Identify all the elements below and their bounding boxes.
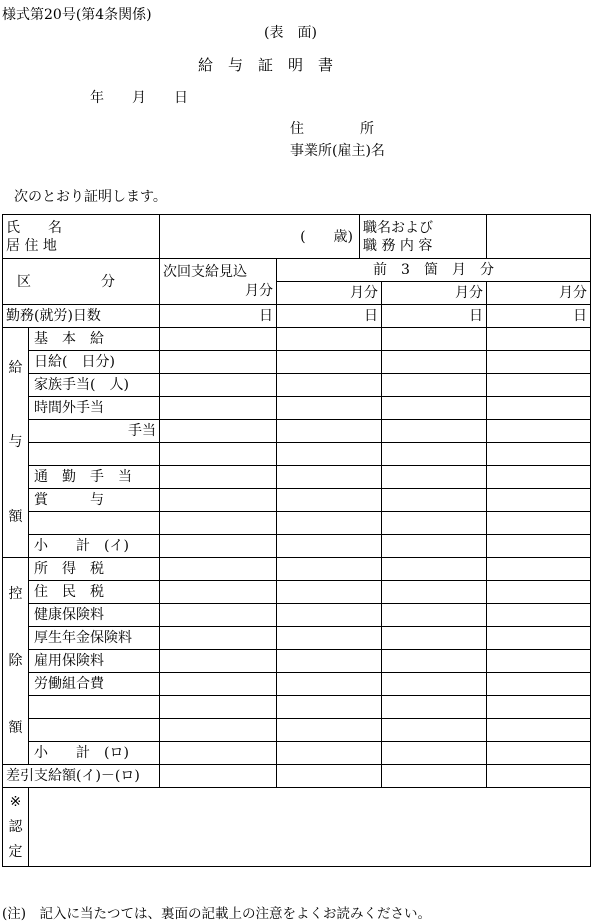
deduction-item-label: 所 得 税 xyxy=(34,561,104,577)
deduction-amount-cell[interactable] xyxy=(487,696,591,719)
salary-row xyxy=(3,466,591,489)
salary-item-label-cell xyxy=(29,489,160,512)
salary-item-label-cell xyxy=(29,328,160,351)
salary-item-label-cell xyxy=(29,351,160,374)
salary-amount-cell[interactable] xyxy=(277,489,382,512)
salary-row xyxy=(3,420,591,443)
deduction-amount-cell[interactable] xyxy=(382,627,487,650)
salary-amount-cell[interactable] xyxy=(382,397,487,420)
salary-amount-cell[interactable] xyxy=(160,443,277,466)
salary-item-label: 日給( 日分) xyxy=(34,354,115,370)
salary-row xyxy=(3,512,591,535)
salary-amount-cell[interactable] xyxy=(160,351,277,374)
deduction-amount-cell[interactable] xyxy=(382,696,487,719)
month-header-2 xyxy=(382,282,487,305)
deduction-item-label-cell xyxy=(29,581,160,604)
deduction-amount-cell[interactable] xyxy=(160,696,277,719)
deduction-row xyxy=(3,696,591,719)
salary-amount-cell[interactable] xyxy=(487,489,591,512)
previous-three-months-header xyxy=(277,259,591,282)
deduction-item-label: 労働組合費 xyxy=(34,676,104,692)
deduction-amount-cell[interactable] xyxy=(277,696,382,719)
day-unit: 日 xyxy=(259,308,273,324)
form-number: 様式第20号(第4条関係) xyxy=(2,7,152,23)
deduction-row xyxy=(3,558,591,581)
deduction-item-label: 住 民 税 xyxy=(34,584,104,600)
month-unit: 月分 xyxy=(350,285,378,301)
salary-amount-cell[interactable] xyxy=(277,374,382,397)
salary-group-label-char: 額 xyxy=(8,509,23,526)
name-address-input[interactable] xyxy=(160,215,360,259)
salary-amount-cell[interactable] xyxy=(160,535,277,558)
working-days-next[interactable] xyxy=(160,305,277,328)
deduction-amount-cell[interactable] xyxy=(487,673,591,696)
salary-item-label-cell xyxy=(29,535,160,558)
deduction-item-label-cell xyxy=(29,627,160,650)
salary-amount-cell[interactable] xyxy=(487,535,591,558)
salary-amount-cell[interactable] xyxy=(382,328,487,351)
certification-statement: 次のとおり証明します。 xyxy=(14,189,167,205)
day-unit: 日 xyxy=(573,308,587,324)
working-days-label: 勤務(就労)日数 xyxy=(6,308,101,324)
remark-label-cell xyxy=(3,788,29,867)
deduction-item-label: 小 計 (ロ) xyxy=(34,745,129,761)
deduction-amount-cell[interactable] xyxy=(487,719,591,742)
salary-amount-cell[interactable] xyxy=(487,328,591,351)
deduction-item-label-cell xyxy=(29,650,160,673)
salary-amount-cell[interactable] xyxy=(277,328,382,351)
deduction-amount-cell[interactable] xyxy=(382,558,487,581)
salary-amount-cell[interactable] xyxy=(382,420,487,443)
salary-amount-cell[interactable] xyxy=(160,397,277,420)
salary-item-label-cell xyxy=(29,466,160,489)
deduction-amount-cell[interactable] xyxy=(487,627,591,650)
month-header-3 xyxy=(487,282,591,305)
next-payment-label: 次回支給見込 xyxy=(163,263,247,280)
salary-amount-cell[interactable] xyxy=(382,535,487,558)
deduction-amount-cell[interactable] xyxy=(487,558,591,581)
deduction-amount-cell[interactable] xyxy=(160,650,277,673)
deduction-amount-cell[interactable] xyxy=(160,581,277,604)
salary-row xyxy=(3,535,591,558)
name-label: 氏 名 xyxy=(6,219,62,236)
deduction-amount-cell[interactable] xyxy=(277,627,382,650)
net-pay-label: 差引支給額(イ)－(ロ) xyxy=(6,768,140,784)
salary-row xyxy=(3,351,591,374)
salary-amount-cell[interactable] xyxy=(160,420,277,443)
salary-group-label-char: 給 xyxy=(8,359,23,376)
working-days-month-3[interactable] xyxy=(487,305,591,328)
salary-row xyxy=(3,328,591,351)
salary-item-label-cell xyxy=(29,374,160,397)
deduction-row xyxy=(3,604,591,627)
deduction-row xyxy=(3,581,591,604)
net-pay-month-3[interactable] xyxy=(487,765,591,788)
position-label-line1: 職名および xyxy=(363,219,433,236)
salary-amount-cell[interactable] xyxy=(160,489,277,512)
deduction-amount-cell[interactable] xyxy=(487,650,591,673)
deduction-item-label: 健康保険料 xyxy=(34,607,104,623)
address-label: 居 住 地 xyxy=(6,237,57,254)
salary-row xyxy=(3,374,591,397)
deduction-group-label-char: 控 xyxy=(8,586,23,602)
deduction-item-label-cell xyxy=(29,558,160,581)
salary-amount-cell[interactable] xyxy=(382,443,487,466)
salary-row xyxy=(3,489,591,512)
salary-item-label-cell xyxy=(29,443,160,466)
salary-item-label: 小 計 (イ) xyxy=(34,538,129,554)
deduction-row xyxy=(3,742,591,765)
deduction-amount-cell[interactable] xyxy=(382,604,487,627)
month-unit: 月分 xyxy=(559,285,587,301)
net-pay-next[interactable] xyxy=(160,765,277,788)
deduction-amount-cell[interactable] xyxy=(160,673,277,696)
next-payment-header xyxy=(160,259,277,305)
employer-address-label: 住 所 xyxy=(290,121,374,137)
salary-amount-cell[interactable] xyxy=(487,351,591,374)
employer-name-label: 事業所(雇主)名 xyxy=(290,143,385,159)
deduction-amount-cell[interactable] xyxy=(277,581,382,604)
salary-amount-cell[interactable] xyxy=(277,351,382,374)
salary-amount-cell[interactable] xyxy=(277,535,382,558)
deduction-amount-cell[interactable] xyxy=(160,558,277,581)
deduction-group-label-char: 除 xyxy=(8,653,23,669)
deduction-item-label-cell xyxy=(29,742,160,765)
salary-amount-cell[interactable] xyxy=(277,420,382,443)
day-unit: 日 xyxy=(469,308,483,324)
salary-amount-cell[interactable] xyxy=(277,512,382,535)
salary-amount-cell[interactable] xyxy=(277,443,382,466)
deduction-amount-cell[interactable] xyxy=(277,673,382,696)
net-pay-month-1[interactable] xyxy=(277,765,382,788)
deduction-amount-cell[interactable] xyxy=(382,673,487,696)
salary-amount-cell[interactable] xyxy=(487,397,591,420)
deduction-amount-cell[interactable] xyxy=(487,581,591,604)
salary-amount-cell[interactable] xyxy=(382,351,487,374)
deduction-row xyxy=(3,627,591,650)
category-header xyxy=(3,259,160,305)
salary-amount-cell[interactable] xyxy=(487,443,591,466)
category-header-label: 区 分 xyxy=(17,273,115,290)
deduction-amount-cell[interactable] xyxy=(160,604,277,627)
deduction-item-label: 厚生年金保険料 xyxy=(34,630,132,646)
month-unit: 月分 xyxy=(455,285,483,301)
salary-amount-cell[interactable] xyxy=(487,374,591,397)
salary-amount-cell[interactable] xyxy=(487,512,591,535)
deduction-amount-cell[interactable] xyxy=(382,742,487,765)
salary-item-label: 基 本 給 xyxy=(34,331,104,347)
deduction-amount-cell[interactable] xyxy=(382,719,487,742)
month-header-1 xyxy=(277,282,382,305)
salary-amount-cell[interactable] xyxy=(487,420,591,443)
salary-certificate-table xyxy=(2,214,591,867)
deduction-amount-cell[interactable] xyxy=(487,604,591,627)
form-side-label: (表 面) xyxy=(264,25,317,41)
remark-label xyxy=(5,790,26,864)
position-input[interactable] xyxy=(487,215,591,259)
working-days-month-1[interactable] xyxy=(277,305,382,328)
deduction-amount-cell[interactable] xyxy=(382,650,487,673)
previous-three-months-label: 前 3 箇 月 分 xyxy=(373,262,494,278)
deduction-section xyxy=(3,558,591,765)
working-days-label-cell xyxy=(3,305,160,328)
deduction-amount-cell[interactable] xyxy=(277,719,382,742)
salary-item-label: 賞 与 xyxy=(34,492,104,508)
age-label: ( 歳) xyxy=(300,228,353,245)
day-unit: 日 xyxy=(364,308,378,324)
deduction-row xyxy=(3,650,591,673)
deduction-row xyxy=(3,719,591,742)
deduction-amount-cell[interactable] xyxy=(277,650,382,673)
salary-amount-cell[interactable] xyxy=(160,512,277,535)
deduction-amount-cell[interactable] xyxy=(487,742,591,765)
salary-item-label-cell xyxy=(29,512,160,535)
deduction-row xyxy=(3,673,591,696)
page-title: 給 与 証 明 書 xyxy=(198,56,334,74)
salary-amount-cell[interactable] xyxy=(160,374,277,397)
next-payment-month-label: 月分 xyxy=(245,282,273,299)
issue-date: 年 月 日 xyxy=(90,90,188,106)
net-pay-month-2[interactable] xyxy=(382,765,487,788)
salary-amount-cell[interactable] xyxy=(382,374,487,397)
salary-item-label: 時間外手当 xyxy=(34,400,104,416)
net-pay-label-cell xyxy=(3,765,160,788)
footer-note: (注) 記入に当たつては、裏面の記載上の注意をよくお読みください。 xyxy=(2,906,432,922)
salary-group-label-cell xyxy=(3,328,29,558)
deduction-group-label-cell xyxy=(3,558,29,765)
deduction-item-label-cell xyxy=(29,719,160,742)
position-label-line2: 職 務 内 容 xyxy=(363,237,433,254)
salary-item-label: 手当 xyxy=(128,423,156,439)
deduction-amount-cell[interactable] xyxy=(160,627,277,650)
deduction-amount-cell[interactable] xyxy=(160,742,277,765)
deduction-amount-cell[interactable] xyxy=(160,719,277,742)
name-address-label-cell xyxy=(3,215,160,259)
salary-row xyxy=(3,397,591,420)
deduction-item-label-cell xyxy=(29,696,160,719)
salary-group-label-char: 与 xyxy=(8,434,23,451)
position-label-cell xyxy=(360,215,487,259)
remark-label-char: ※ xyxy=(9,794,22,811)
salary-amount-cell[interactable] xyxy=(160,328,277,351)
working-days-month-2[interactable] xyxy=(382,305,487,328)
salary-amount-cell[interactable] xyxy=(382,466,487,489)
salary-item-label: 通 勤 手 当 xyxy=(34,469,132,485)
deduction-amount-cell[interactable] xyxy=(277,742,382,765)
deduction-item-label-cell xyxy=(29,673,160,696)
salary-row xyxy=(3,443,591,466)
salary-item-label: 家族手当( 人) xyxy=(34,377,129,393)
deduction-item-label-cell xyxy=(29,604,160,627)
salary-amount-cell[interactable] xyxy=(487,466,591,489)
remark-label-char: 定 xyxy=(8,843,23,860)
salary-item-label-cell xyxy=(29,397,160,420)
salary-amount-cell[interactable] xyxy=(160,466,277,489)
salary-amount-cell[interactable] xyxy=(277,466,382,489)
deduction-amount-cell[interactable] xyxy=(382,581,487,604)
salary-item-label-cell xyxy=(29,420,160,443)
salary-section xyxy=(3,328,591,558)
deduction-amount-cell[interactable] xyxy=(277,558,382,581)
salary-amount-cell[interactable] xyxy=(277,397,382,420)
deduction-amount-cell[interactable] xyxy=(277,604,382,627)
remark-input[interactable] xyxy=(29,788,591,867)
salary-amount-cell[interactable] xyxy=(382,512,487,535)
deduction-group-label-char: 額 xyxy=(8,720,23,736)
deduction-item-label: 雇用保険料 xyxy=(34,653,104,669)
remark-label-char: 認 xyxy=(8,818,23,835)
salary-amount-cell[interactable] xyxy=(382,489,487,512)
